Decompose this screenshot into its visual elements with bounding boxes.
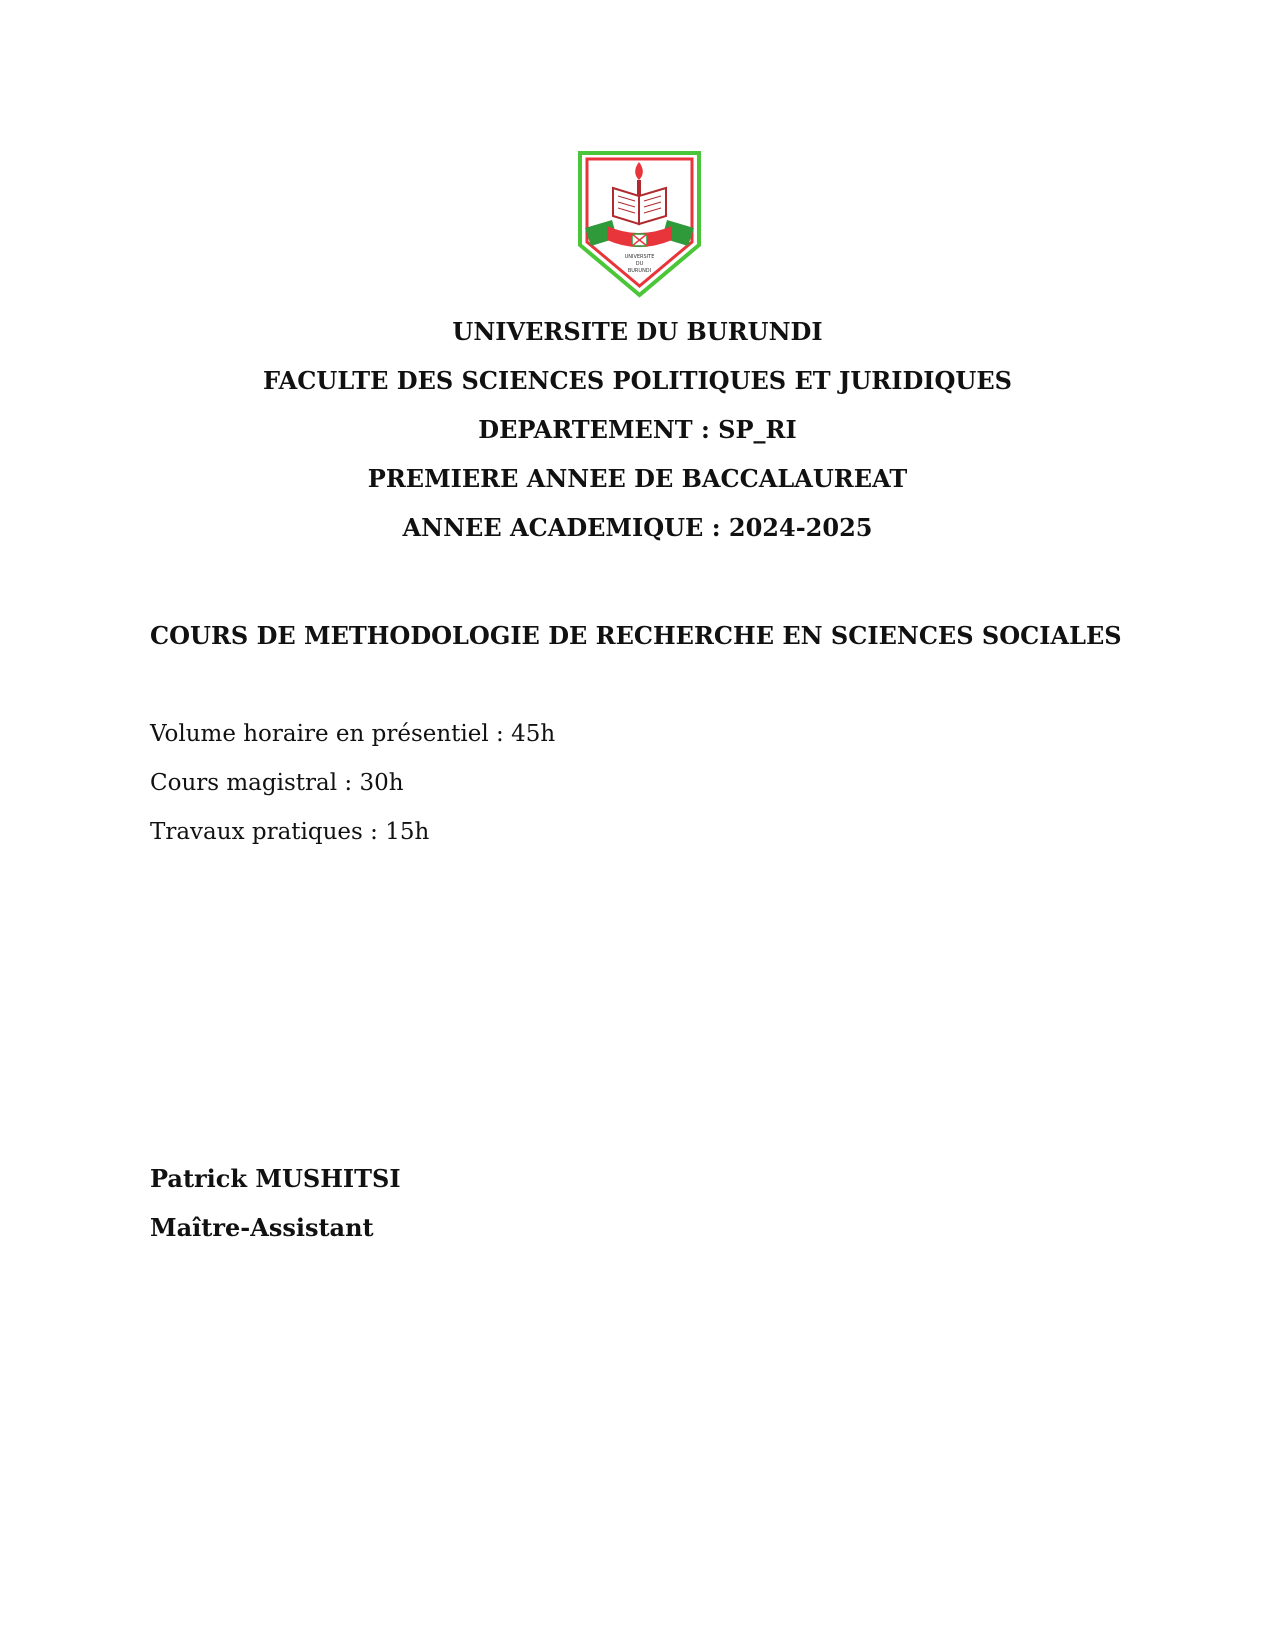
author-name: Patrick MUSHITSI <box>150 1164 401 1193</box>
university-name: UNIVERSITE DU BURUNDI <box>452 317 823 346</box>
author-title: Maître-Assistant <box>150 1213 374 1242</box>
svg-text:UNIVERSITE: UNIVERSITE <box>624 254 655 260</box>
university-crest-icon <box>577 150 702 300</box>
course-title: COURS DE METHODOLOGIE DE RECHERCHE EN SCIENCES SOCIALES <box>150 621 1122 650</box>
year-level: PREMIERE ANNEE DE BACCALAUREAT <box>367 464 908 493</box>
lecture-hours: Cours magistral : 30h <box>150 770 404 796</box>
institution-header <box>0 318 1275 563</box>
author-block <box>150 1165 401 1263</box>
svg-text:DU: DU <box>635 261 644 267</box>
hours-breakdown <box>150 720 555 867</box>
academic-year: ANNEE ACADEMIQUE : 2024-2025 <box>402 513 873 542</box>
practical-hours: Travaux pratiques : 15h <box>150 819 430 845</box>
faculty-name: FACULTE DES SCIENCES POLITIQUES ET JURIDIQUES <box>263 366 1012 395</box>
svg-text:BURUNDI: BURUNDI <box>627 268 652 274</box>
department-name: DEPARTEMENT : SP_RI <box>478 415 797 444</box>
total-hours: Volume horaire en présentiel : 45h <box>150 721 556 747</box>
